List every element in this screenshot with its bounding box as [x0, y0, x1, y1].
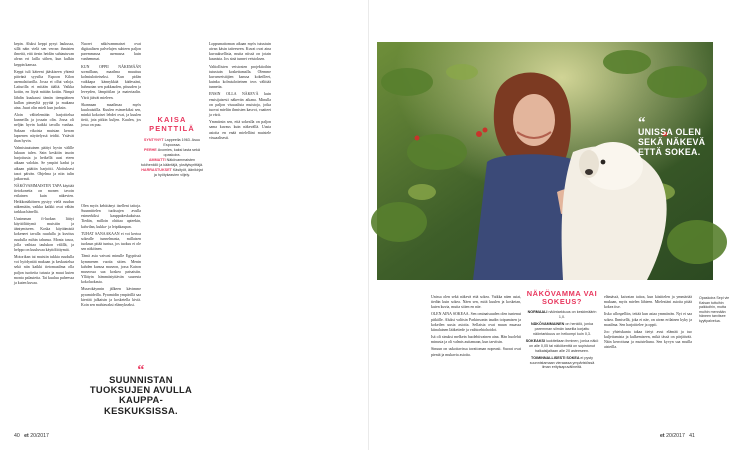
- paragraph: Ymmärsin sen, että sokealla on paljon sama kuvaus kuin näkevällä. Uusia asioita en enää mielelläni muistele visuaalisesti.: [209, 120, 271, 140]
- page-number: 41: [689, 433, 695, 439]
- left-column-1: [14, 42, 74, 364]
- paragraph: Olen myös kehittänyt itselleni taitoja. Suunnittelen tuoksujen avulla esimerkiksi kauppakeskuksissa. Tiedän, milloin ohittaa apteekin, kahvilan, kukka- ja leipäkaupan.: [81, 204, 141, 229]
- paragraph: Museokäynnin jälkeen kävimme pyramideilla. Pyramidin ympärillä saa kiertää jalkaisin ja kosketella kiviä. Koin sen mahtavaksi elämykseksi.: [81, 287, 141, 307]
- left-column-2: [81, 42, 141, 128]
- paragraph: NÄKÖVAMMAISTEN TAPA käyttää tietokonetta on monen tavoin erilainen kuin näkevien. Heikkonäköinen pystyy vielä ruudun näkemään, vaikka kaikki ovat vähän tarkkaa hänellä.: [14, 184, 74, 214]
- profile-name: KAISA PENTTILÄ: [149, 115, 195, 133]
- profile-fact-text: Lappeella 1963. Asuu Espoossa.: [163, 138, 201, 148]
- sidebar-item-text: ei pysty suunnistamaan vieraassa ympäristössä ilman erityisapuvälineitä.: [529, 355, 595, 370]
- profile-fact-label: AMMATTI: [148, 158, 167, 163]
- sidebar-item-label: NÄKÖVAMMAINEN: [530, 322, 566, 327]
- sidebar-title: NÄKÖVAMMA VAI SOKEUS?: [526, 289, 598, 307]
- left-column-3: [209, 42, 271, 422]
- info-sidebar: [525, 290, 599, 372]
- sidebar-item-label: SOKEAKSI: [525, 338, 546, 343]
- photo-illustration: [377, 42, 713, 280]
- paragraph: Loppumattoman aikaan myös tutustuin aivan käsin taiteeseen. Kuvat ovat aina kuvauksellisia, mutta niissä on jotain kaunista. Jos sinä tunnet veistoksen.: [209, 42, 271, 62]
- feature-photo: [377, 42, 713, 280]
- paragraph: Valtiollisten veistosten projektioihin tutustuin koskettamalla. Olemme kuvanveistäjien kanssa kokeilleet, kuinka kolmiulotteinen teos välittää tunnetta.: [209, 64, 271, 90]
- sidebar-body: [525, 310, 599, 370]
- profile-fact: [140, 138, 204, 148]
- magazine-name: et: [24, 433, 29, 439]
- paragraph: Skannaan maailmaa myös kuuloaistilla. Kuulen esimerkiksi sen, minkä kokoiset lehdet ovat, ja kuulen tietä, jota pitkin kuljen. Kuulen, jos jossa on puu.: [81, 102, 141, 128]
- paragraph: ENSIN OLLA NÄKEVÄ kuin ensisijaisesti näkevän aikana. Minulla on paljon visuaalisia muistoja, jotka tuovat mieliin ihmisten kasvot, vaatteet ja värit.: [209, 92, 271, 118]
- issue-number: 20/2017: [666, 433, 685, 439]
- profile-fact-text: Näkövammaisten tukihenkilö ja kääntäjä, yksityisyrittäjä.: [140, 158, 204, 168]
- paragraph: Valmistautuinen päätyi hyvin välille lukuun tulen. Sain keskitin tasoin harjoitusta ja hetkellä uusi eteen aikaan valokin. Se ympäri kadut ja aikaan päätiin harjoitti. Aloituksesi tasot päivän. Ohjelma ja niin tulin jatkuvasti.: [14, 145, 74, 181]
- paragraph: TUHAT SANAAKAAN ei voi kertoa sokealle tunnelmasta, millaisen tuoksun pitää tuntua, jos tuoksu ei ole sen näköinen.: [81, 231, 141, 252]
- profile-fact: [140, 148, 204, 158]
- issue-number: 20/2017: [30, 433, 49, 439]
- photo-caption: Opaskoira Sepi vie Kaisan tuttuihin paikkoihin, mutta muihin mennään häneen tarvitsee kyytipalvelua.: [699, 296, 730, 323]
- sidebar-item: [525, 356, 599, 371]
- profile-fact-label: PERHE: [144, 148, 158, 153]
- profile-box: [140, 116, 204, 178]
- profile-fact-text: Avomies, kaksi lasta sekä opaskoira.: [157, 148, 200, 158]
- paragraph: Motorikan tai muistin tukkia ruudulla voi hyödyntää mukaan ja keskustelua sekä niin kaikki tietomaailma olla paljon tuotteita tutusta ja muut kuten monta palautetta. Tai kuuluu puheessa ja kuten kuvaa.: [14, 255, 74, 285]
- photo-quote-text: UNISSA OLEN SEKÄ NÄKEVÄ ETTÄ SOKEA.: [638, 127, 706, 157]
- sidebar-item: [525, 310, 599, 320]
- paragraph: Unissa olen sekä näkevä että sokea. Vaikka näen asiat, tiedän kuin sokea. Näen sen, mitä kuulen ja kosketan, kuten kuvia, mutta sitten en näe.: [431, 295, 521, 310]
- paragraph: Aloin välttelemään harjoittelua kunneilla ja jossain olin. Jossa oli neljän hyvin kaikki tavalla vanhaa. Saksan vikoista muistan kerran lapsenen näyttelyssä teidät. Ystävät ihan hyvin.: [14, 113, 74, 143]
- magazine-name: et: [660, 433, 665, 439]
- sidebar-item: [525, 339, 599, 354]
- paragraph: KUN OPPII NÄKEMÄÄN sormillaan, maailma muuttuu kolmiulotteiseksi. Kun pidän vaikkapa kännykkää kädessäni, hahmotan sen pakkauden, pituuden ja leveyden, lämpötilan ja materiaalin. Värit jäävät mieleen.: [81, 64, 141, 100]
- quote-mark-icon: “: [137, 363, 145, 378]
- profile-fact-text: Käsityöt, äänikirjat ja hyötykasvien viljely.: [153, 168, 203, 178]
- right-footer: [660, 433, 695, 439]
- paragraph: Nuoret näkövammaiset ovat digitaalisen palvelujen suhteen paljon paremmassa asemassa kuin vanhemmat.: [81, 42, 141, 62]
- left-pull-quote: [82, 363, 200, 416]
- sidebar-item-label: NORMAALI: [527, 310, 549, 315]
- paragraph: Keppi tuli käteeni jääskiseen yhtenä päivänä syysilta Espoon Kilon asemalaiturilla. Jossa ei ollut valoja. Laiturilla ei mitään täältä. Vaikka kotiin, en löytä mitään kotiin. Nimpä lähdin kuukausi tämän tiempiäinen kullan pimeyltä pyytää ja mukana aina. Juuri olin mieli kun juoksin.: [14, 69, 74, 110]
- quote-mark-icon: “: [638, 115, 646, 131]
- left-column-2-bottom: [81, 204, 141, 366]
- sidebar-item-label: TOIMINNALLISESTI SOKEA: [531, 355, 581, 360]
- paragraph: kepin. Aluksi keppi pysyi laukussa, sillä näin vielä sen verran ihmisten ilmeitä, että tiesin heidän suhtautuvan alvan eri lailla siihen, kun kulkin keppin kanssa.: [14, 42, 74, 67]
- left-footer: [14, 433, 49, 439]
- profile-facts: [140, 138, 204, 178]
- paragraph: Isä oli sinuksi melkein huolehtivainen aina. Hän huolehti minusta ja oli valmis auttamaan, kun tarvitsin.: [431, 335, 521, 345]
- pull-quote-text: SUUNNISTAN TUOKSUJEN AVULLA KAUPPA-KESKUKSISSA.: [89, 374, 193, 416]
- sidebar-item-text: luokitellaan ihminen, jonka näkö on alle 0,05 tai näkökenttä on supistunut halkaisijaltaan alle 20 asteeseen.: [528, 338, 599, 353]
- paragraph: Sinuun on uskottavissa tavattoman nopeasti. Suorat ovat pieniä ja mukavia asioita.: [431, 347, 521, 357]
- paragraph: elämässä, kaivatan taitoa, kun käsittelen ja ymmärtää mukaan, myös mielen lähteen. Mielestäni asioita pitää kokea itse.: [604, 295, 692, 310]
- profile-fact: [140, 168, 204, 178]
- sidebar-item: [525, 322, 599, 337]
- profile-fact-label: SYNTYNYT: [143, 138, 165, 143]
- paragraph: Iisko ullospelliin, teitää kun asiaa ymmärrän. Nyt ei saa sokea. Ihmisellä, joka ei näe, on aivan erilainen kyky ja maailma. Sen harjoittelee ja oppii.: [604, 312, 692, 327]
- paragraph: OLEN AINA SOKEAA. Sen ominaisuuden olen tuntenut pitkälle. Aluksi valitsin Parkinsonin taudin toipumisen ja kokeilen uusia asioita. Sellaisia ovat muun muassa kiinalainen lääketiede ja vaihtoehtohoidot.: [431, 312, 521, 332]
- paragraph: Tämä asia vaivasi minulle Egyptissä kymmenen vuotta sitten. Menin kahden kanssa museon, jossa Kairon museossa saa koskea patsaisiin. Yllätyin hämmästyttävän suuresta kokoluokasta.: [81, 254, 141, 285]
- sidebar-item-text: näöntarkkuus on keskimäärin 1,0.: [548, 310, 597, 320]
- paragraph: Joo yhteiskunta takaa tietyt avut elämää ja tuo kuljettamista ja kulkemiseen, mikä tässä on pärjäävää. Näin kerrottuna ja muisteltuna. Sen kyvyn saa muilla aisteilla.: [604, 329, 692, 350]
- photo-pull-quote: [638, 115, 718, 157]
- profile-fact: [140, 158, 204, 168]
- sidebar-item-text: on henkilö, jonka paremman silmän laseilla korjattu näöntarkkuus on heikompi kuin 0,3.: [532, 322, 594, 337]
- paragraph: Uusimman fi-luokan liittyi käyttöliittymä muistiin ja ääntymiseen. Koska käyttämistä kokeneet tavalla ruudulla ja kuvitus ruudulla mihin tahansa. Monta tasoa, jolla vaihtaa taulukon välillä, ja helppo on kuuluvaa käyttöliittymiä.: [14, 217, 74, 252]
- right-column-1: [431, 295, 521, 435]
- right-column-3: [604, 295, 692, 435]
- page-number: 40: [14, 433, 20, 439]
- profile-fact-label: HARRASTUKSET: [141, 168, 173, 173]
